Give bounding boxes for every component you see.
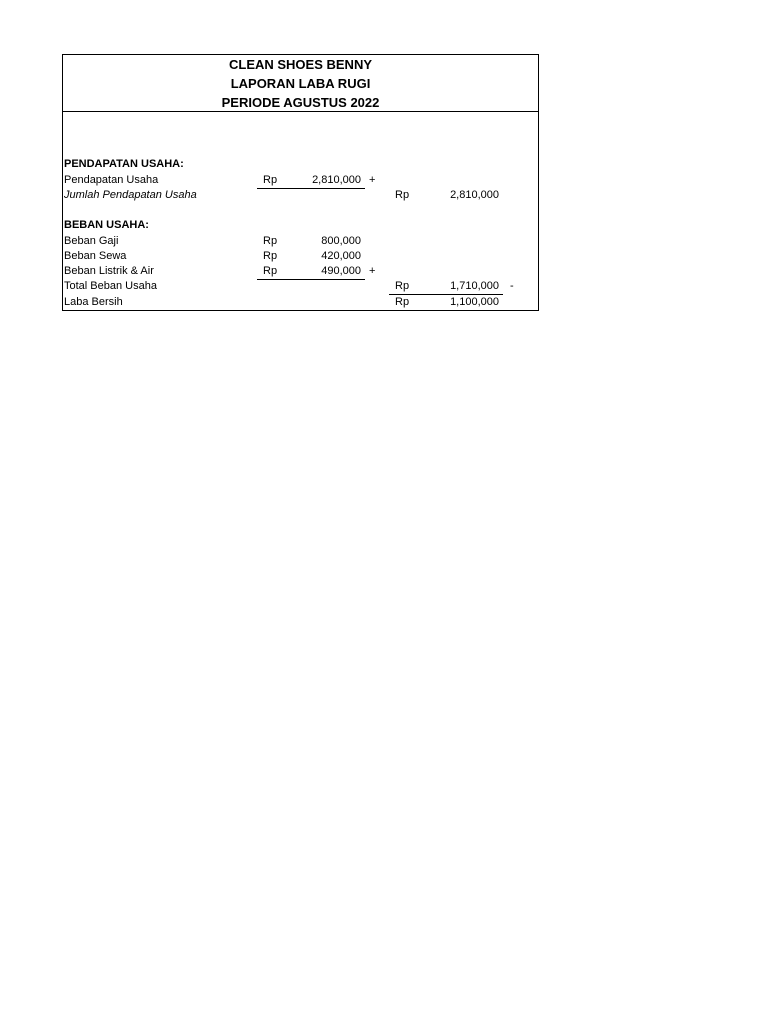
expense-item-amount: 420,000 (321, 250, 361, 262)
revenue-total-currency: Rp (395, 189, 410, 201)
revenue-section-label: PENDAPATAN USAHA: (64, 158, 184, 170)
income-statement-sheet (62, 54, 539, 311)
report-title: LAPORAN LABA RUGI (230, 76, 371, 91)
company-name: CLEAN SHOES BENNY (228, 57, 373, 72)
revenue-subtotal-underline (257, 188, 365, 189)
expense-item-currency: Rp (263, 250, 278, 262)
revenue-total-label: Jumlah Pendapatan Usaha (64, 189, 197, 201)
report-header (63, 55, 538, 112)
expense-item-currency: Rp (263, 235, 278, 247)
expense-item-label: Beban Listrik & Air (64, 265, 154, 277)
expense-item-amount: 800,000 (321, 235, 361, 247)
revenue-item-operator: + (369, 174, 376, 186)
revenue-item-amount: 2,810,000 (312, 174, 361, 186)
expense-total-label: Total Beban Usaha (64, 280, 157, 292)
expense-item-operator: + (369, 265, 376, 277)
report-period: PERIODE AGUSTUS 2022 (221, 95, 380, 110)
net-profit-amount: 1,100,000 (450, 296, 499, 308)
expense-section-label: BEBAN USAHA: (64, 219, 149, 231)
expense-total-amount: 1,710,000 (450, 280, 499, 292)
expense-total-currency: Rp (395, 280, 410, 292)
expense-item-currency: Rp (263, 265, 278, 277)
expense-item-amount: 490,000 (321, 265, 361, 277)
expense-item-label: Beban Sewa (64, 250, 127, 262)
revenue-item-currency: Rp (263, 174, 278, 186)
net-profit-currency: Rp (395, 296, 410, 308)
revenue-total-amount: 2,810,000 (450, 189, 499, 201)
expense-item-label: Beban Gaji (64, 235, 119, 247)
expense-total-operator: - (510, 280, 514, 292)
net-profit-label: Laba Bersih (64, 296, 123, 308)
revenue-item-label: Pendapatan Usaha (64, 174, 159, 186)
expense-subtotal-underline (257, 279, 365, 280)
